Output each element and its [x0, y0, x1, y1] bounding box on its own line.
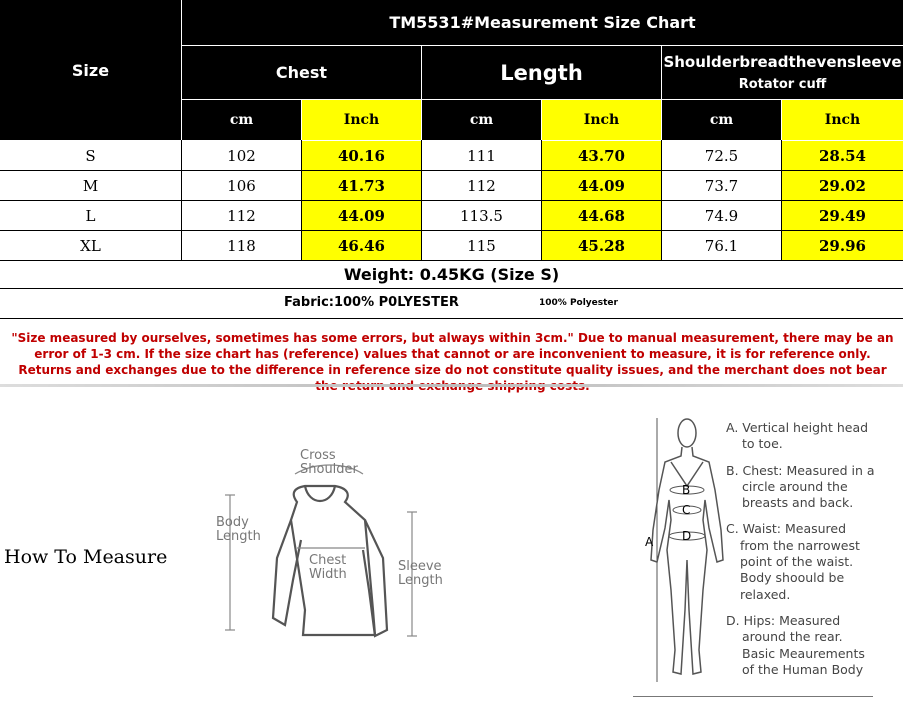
weight-row: Weight: 0.45KG (Size S): [0, 260, 903, 289]
cell-size: M: [82, 176, 99, 195]
sleeve-length-label-1: Sleeve: [398, 559, 442, 574]
body-length-label-1: Body: [216, 515, 249, 530]
chest-width-label-2: Width: [309, 567, 347, 582]
cell-length-cm: 115: [467, 236, 496, 255]
chart-title: TM5531#Measurement Size Chart: [182, 0, 903, 45]
cell-chest-cm: 112: [227, 206, 256, 225]
cell-length-in: 45.28: [542, 231, 661, 260]
cell-length-in: 44.68: [542, 201, 661, 230]
cell-sleeve-cm: 76.1: [704, 236, 739, 255]
note-c: [726, 521, 896, 602]
note-c-line4: Body shoould be: [740, 570, 845, 586]
cell-chest-in: 46.46: [302, 231, 421, 260]
cell-chest-in: 41.73: [302, 171, 421, 200]
fabric-label: Fabric:100% P0LYESTER: [284, 295, 459, 310]
note-d-line1: D. Hips: Measured: [726, 612, 841, 628]
cell-length-in: 43.70: [542, 141, 661, 170]
column-divider: [541, 140, 542, 260]
cell-length-in: 44.09: [542, 171, 661, 200]
cell-chest-cm: 118: [227, 236, 256, 255]
note-d: [726, 613, 896, 678]
cell-sleeve-cm: 73.7: [704, 176, 739, 195]
cell-sleeve-cm: 74.9: [704, 206, 739, 225]
note-b: [726, 463, 896, 512]
column-divider: [301, 140, 302, 260]
unit-length-inch: Inch: [542, 100, 661, 140]
note-c-line3: point of the waist.: [740, 554, 854, 570]
fabric-note: 100% Polyester: [539, 298, 618, 308]
cell-sleeve-cm: 72.5: [704, 146, 739, 165]
point-d-label: D: [682, 529, 692, 543]
cell-sleeve-in: 29.96: [782, 231, 903, 260]
cross-shoulder-label-2: Shoulder: [300, 462, 358, 477]
how-to-measure-heading: How To Measure: [4, 546, 168, 568]
unit-sleeve-cm: cm: [662, 100, 781, 140]
cell-chest-in: 40.16: [302, 141, 421, 170]
note-d-line2: around the rear.: [742, 629, 843, 645]
size-header: Size: [0, 0, 181, 140]
cell-size: XL: [80, 236, 101, 255]
note-d-line4: of the Human Body: [742, 661, 864, 677]
column-divider: [181, 140, 182, 260]
cell-chest-cm: 102: [227, 146, 256, 165]
group-sleeve-line2: Rotator cuff: [738, 77, 827, 92]
column-divider: [421, 140, 422, 260]
note-a: [726, 420, 896, 453]
figure-baseline: [633, 696, 873, 697]
point-b-label: B: [682, 483, 691, 497]
note-b-line3: breasts and back.: [742, 495, 854, 511]
note-c-line1: C. Waist: Measured: [726, 521, 847, 537]
measure-notes: [726, 420, 896, 678]
group-sleeve-line1: Shoulderbreadthevensleeve: [663, 53, 902, 71]
note-b-line2: circle around the: [742, 478, 848, 494]
point-a-label: A: [645, 535, 654, 549]
group-chest: Chest: [182, 46, 421, 99]
column-divider: [781, 140, 782, 260]
chest-width-label-1: Chest: [309, 553, 347, 568]
unit-sleeve-inch: Inch: [782, 100, 903, 140]
cell-size: S: [85, 146, 96, 165]
body-length-label-2: Length: [216, 529, 261, 544]
cell-chest-cm: 106: [227, 176, 256, 195]
fabric-row: [0, 290, 903, 319]
human-figure-outline: [651, 419, 723, 674]
unit-length-cm: cm: [422, 100, 541, 140]
measure-lines: [225, 465, 417, 636]
note-a-line2: to toe.: [742, 436, 783, 452]
note-c-line5: relaxed.: [740, 586, 791, 602]
column-divider: [661, 140, 662, 260]
note-b-line1: B. Chest: Measured in a: [726, 462, 875, 478]
cell-length-cm: 111: [467, 146, 496, 165]
group-sleeve: [662, 46, 903, 99]
section-divider: [0, 384, 903, 387]
body-figure-diagram: [635, 410, 730, 700]
cell-length-cm: 112: [467, 176, 496, 195]
cell-sleeve-in: 29.02: [782, 171, 903, 200]
garment-diagram: [205, 440, 455, 650]
unit-chest-cm: cm: [182, 100, 301, 140]
disclaimer-text: "Size measured by ourselves, sometimes has some errors, but always within 3cm." Due to manual measurement, there may be an error of 1-3 cm. If the size chart has (reference) values that cannot or are inconvenient to measure, it is for reference only. Returns and exchanges due to the difference in reference size do not constitute quality issues, and the merchant does not bear: [11, 331, 894, 377]
cell-length-cm: 113.5: [460, 206, 503, 225]
point-c-label: C: [682, 503, 691, 517]
cell-sleeve-in: 29.49: [782, 201, 903, 230]
note-c-line2: from the narrowest: [740, 537, 860, 553]
note-d-line3: Basic Meaurements: [742, 645, 865, 661]
sleeve-length-label-2: Length: [398, 573, 443, 588]
cross-shoulder-label-1: Cross: [300, 448, 336, 463]
group-length: Length: [422, 46, 661, 99]
unit-chest-inch: Inch: [302, 100, 421, 140]
cell-chest-in: 44.09: [302, 201, 421, 230]
cell-sleeve-in: 28.54: [782, 141, 903, 170]
cell-size: L: [85, 206, 96, 225]
note-a-line1: A. Vertical height head: [726, 420, 869, 435]
